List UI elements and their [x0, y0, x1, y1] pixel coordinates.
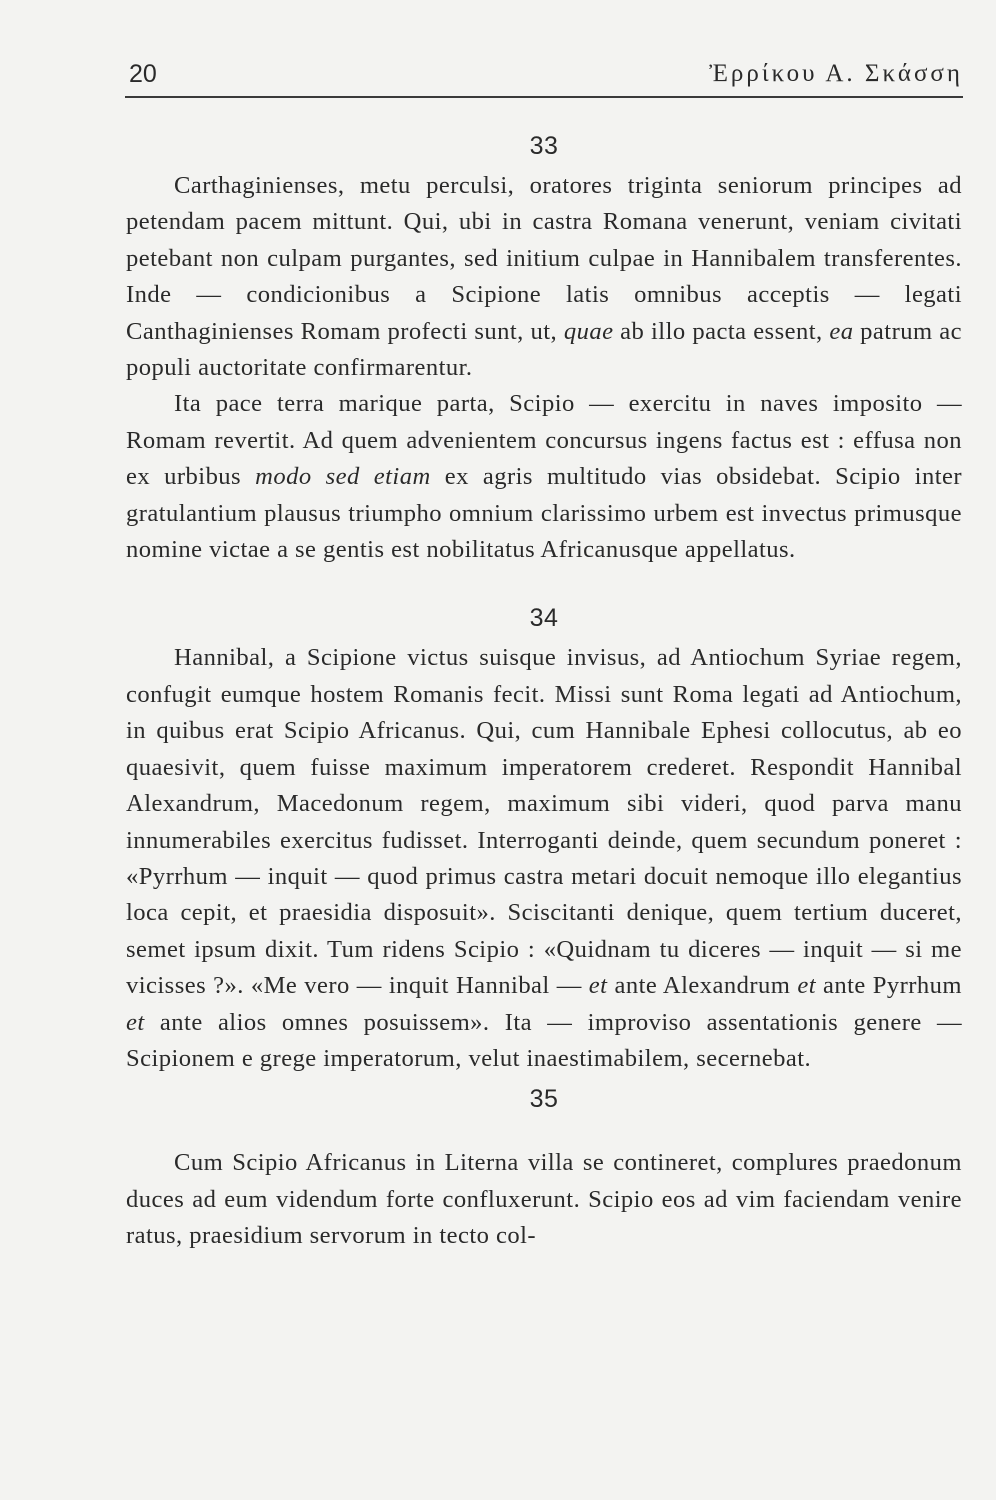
- paragraph-33-1: Carthaginienses, metu perculsi, oratores triginta seniorum principes ad petendam pacem mittunt. Qui, ubi in castra Romana venerunt, veniam civitati petebant non culpam purgantes, sed initium culpae in Hannibalem transferentes. Inde — condicionibus a Scipione latis omnibus acceptis — legati Canthaginienses Romam profecti sunt, ut, quae ab illo pacta essent, ea patrum ac populi auctoritate confirmarentur.: [126, 172, 963, 382]
- running-head: [125, 56, 963, 98]
- section-number-33: 33: [529, 132, 559, 160]
- section-number-35: 35: [529, 1085, 559, 1114]
- running-head-author: Ἐρρίκου Α. Σκάσση: [709, 60, 963, 87]
- page-number: 20: [129, 60, 157, 88]
- paragraph-33-2: Ita pace terra marique parta, Scipio — exercitu in naves imposito — Romam revertit. Ad quem advenientem concursus ingens factus est : effusa non ex urbibus modo sed etiam ex agris multitudo vias obsidebat. Scipio inter gratulantium plausus triumpho omnium clarissimo urbem est invectus primusque nomine victae a se gentis est nobilitatus Africanusque appellatus.: [126, 390, 962, 564]
- section-number-34: 34: [529, 604, 559, 633]
- paragraph-35: Cum Scipio Africanus in Literna villa se contineret, complures praedonum duces ad eum videndum forte confluxerunt. Scipio eos ad vim faciendam venire ratus, praesidium servorum in tecto col-: [126, 1149, 962, 1250]
- body-text: [126, 124, 962, 1255]
- paragraph-34: Hannibal, a Scipione victus suisque invisus, ad Antiochum Syriae regem, confugit eumque hostem Romanis fecit. Missi sunt Roma legati ad Antiochum, in quibus erat Scipio Africanus. Qui, cum Hannibale Ephesi collocutus, ab eo quaesivit, quem fuisse maximum imperatorem crederet. Respondit Hannibal Alexandrum, Macedonum regem, maximum sibi videri, quod parva manu innumerabiles exercitus fudisset. Interroganti deinde, quem secundum poneret : «Pyrrhum — inquit — quod primus castra metari docuit nemoque illo elegantius loca cepit, et praesidia disposuit». Sciscitanti denique, quem tertium duceret, semet ipsum dixit. Tum ridens Scipio : «Quidnam tu diceres — inquit — si me vicisses ?». «Me vero — inquit Hannibal — et ante Alexandrum et ante Pyrrhum et ante alios omnes posuissem». Ita — improviso assentationis genere — Scipionem e grege imperatorum, velut inaestimabilem, secernebat.: [126, 644, 963, 1072]
